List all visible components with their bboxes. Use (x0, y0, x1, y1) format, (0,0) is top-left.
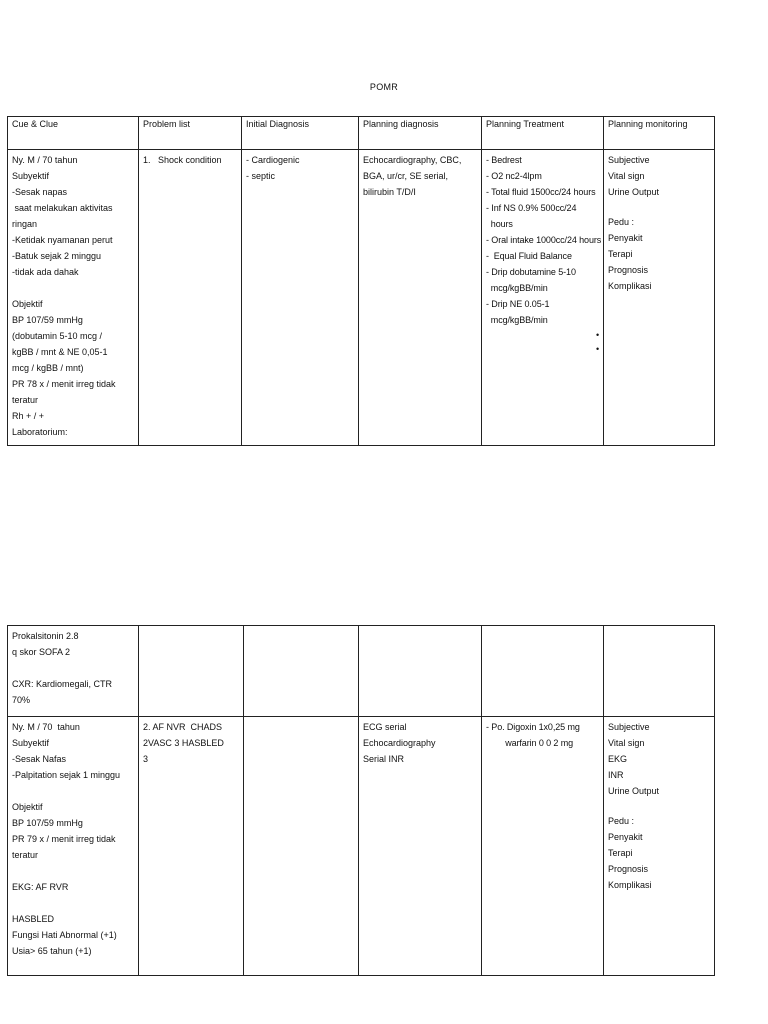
monitoring-line: INR (608, 770, 624, 780)
cue-line: BP 107/59 mmHg (12, 315, 83, 325)
cue-clue-cell (8, 626, 139, 717)
spacer (12, 783, 134, 799)
planning-diagnosis-cell (359, 717, 482, 976)
bullet-dot-icon: • (595, 344, 599, 354)
cue-line: CXR: Kardiomegali, CTR (12, 679, 113, 689)
monitoring-line: Urine Output (608, 786, 660, 796)
spacer (12, 895, 134, 911)
planning-diagnosis-line: ECG serial (363, 722, 407, 732)
monitoring-line: Subjective (608, 155, 650, 165)
header-initial-diagnosis: Initial Diagnosis (242, 117, 359, 150)
bullet-marks (486, 328, 599, 356)
cue-line: -Batuk sejak 2 minggu (12, 251, 102, 261)
monitoring-line: Vital sign (608, 738, 645, 748)
planning-monitoring-cell (604, 626, 715, 717)
planning-diagnosis-line: Serial INR (363, 754, 405, 764)
problem-list-cell (139, 717, 244, 976)
planning-diagnosis-line: bilirubin T/D/I (363, 187, 416, 197)
cue-line: PR 78 x / menit irreg tidak (12, 379, 116, 389)
header-problem-list: Problem list (139, 117, 242, 150)
cue-line: Ny. M / 70 tahun (12, 155, 78, 165)
monitoring-line: Urine Output (608, 187, 660, 197)
cue-line: PR 79 x / menit irreg tidak (12, 834, 116, 844)
cue-line: teratur (12, 850, 39, 860)
treatment-line: - Drip NE 0.05-1 (486, 299, 550, 309)
problem-line: 3 (143, 754, 149, 764)
cue-line: ringan (12, 219, 38, 229)
header-planning-diagnosis: Planning diagnosis (359, 117, 482, 150)
cue-line: Prokalsitonin 2.8 (12, 631, 79, 641)
monitoring-line: Komplikasi (608, 281, 652, 291)
initial-diagnosis-cell (242, 150, 359, 446)
monitoring-line: Pedu : (608, 217, 635, 227)
pomr-table-2 (7, 625, 715, 976)
monitoring-line: Vital sign (608, 171, 645, 181)
spacer (12, 280, 134, 296)
document-title: POMR (369, 82, 399, 92)
monitoring-line: Komplikasi (608, 880, 652, 890)
planning-diagnosis-line: Echocardiography (363, 738, 436, 748)
cue-line: q skor SOFA 2 (12, 647, 71, 657)
table-row (8, 717, 715, 976)
cue-line: Fungsi Hati Abnormal (+1) (12, 930, 117, 940)
cue-line: Rh + / + (12, 411, 45, 421)
monitoring-line: Prognosis (608, 265, 649, 275)
cue-clue-cell (8, 150, 139, 446)
treatment-line: warfarin 0 0 2 mg (486, 738, 574, 748)
treatment-line: - O2 nc2-4lpm (486, 171, 542, 181)
cue-line: -Sesak Nafas (12, 754, 67, 764)
header-cue-clue: Cue & Clue (8, 117, 139, 150)
header-planning-treatment: Planning Treatment (482, 117, 604, 150)
diagnosis-line: - septic (246, 171, 276, 181)
header-row (8, 117, 715, 150)
treatment-line: - Inf NS 0.9% 500cc/24 (486, 203, 577, 213)
planning-monitoring-cell (604, 717, 715, 976)
cue-line: BP 107/59 mmHg (12, 818, 83, 828)
treatment-line: - Po. Digoxin 1x0,25 mg (486, 722, 580, 732)
problem-list-cell (139, 626, 244, 717)
cue-line: -tidak ada dahak (12, 267, 79, 277)
treatment-line: - Bedrest (486, 155, 522, 165)
cue-line: Subyektif (12, 738, 50, 748)
spacer (12, 660, 134, 676)
table-row (8, 150, 715, 446)
planning-diagnosis-cell (359, 150, 482, 446)
initial-diagnosis-cell (244, 626, 359, 717)
problem-line: 2. AF NVR CHADS (143, 722, 223, 732)
treatment-line: - Oral intake 1000cc/24 hours (486, 235, 602, 245)
monitoring-line: Penyakit (608, 832, 643, 842)
cue-line: saat melakukan aktivitas (12, 203, 113, 213)
initial-diagnosis-cell (244, 717, 359, 976)
cue-line: -Palpitation sejak 1 minggu (12, 770, 121, 780)
planning-treatment-cell (482, 626, 604, 717)
monitoring-line: Terapi (608, 249, 633, 259)
treatment-line: hours (486, 219, 513, 229)
spacer (608, 799, 710, 813)
monitoring-line: Penyakit (608, 233, 643, 243)
spacer (608, 200, 710, 214)
cue-line: teratur (12, 395, 39, 405)
diagnosis-line: - Cardiogenic (246, 155, 300, 165)
treatment-line: - Equal Fluid Balance (486, 251, 572, 261)
planning-monitoring-cell (604, 150, 715, 446)
planning-diagnosis-line: Echocardiography, CBC, (363, 155, 462, 165)
cue-clue-cell (8, 717, 139, 976)
planning-treatment-cell (482, 150, 604, 446)
cue-line: -Ketidak nyamanan perut (12, 235, 113, 245)
cue-line: EKG: AF RVR (12, 882, 69, 892)
monitoring-line: EKG (608, 754, 628, 764)
treatment-line: mcg/kgBB/min (486, 283, 548, 293)
table-row (8, 626, 715, 717)
cue-line: HASBLED (12, 914, 55, 924)
bullet-dot-icon: • (595, 330, 599, 340)
treatment-line: - Drip dobutamine 5-10 (486, 267, 576, 277)
problem-line: 1. Shock condition (143, 155, 222, 165)
problem-line: 2VASC 3 HASBLED (143, 738, 224, 748)
monitoring-line: Terapi (608, 848, 633, 858)
header-planning-monitoring: Planning monitoring (604, 117, 715, 150)
cue-line: mcg / kgBB / mnt) (12, 363, 84, 373)
cue-line: Ny. M / 70 tahun (12, 722, 80, 732)
cue-line: -Sesak napas (12, 187, 68, 197)
monitoring-line: Subjective (608, 722, 650, 732)
cue-line: kgBB / mnt & NE 0,05-1 (12, 347, 108, 357)
monitoring-line: Prognosis (608, 864, 649, 874)
monitoring-line: Pedu : (608, 816, 635, 826)
problem-list-cell (139, 150, 242, 446)
cue-line: (dobutamin 5-10 mcg / (12, 331, 103, 341)
cue-line: Objektif (12, 802, 43, 812)
cue-line: Subyektif (12, 171, 50, 181)
planning-treatment-cell (482, 717, 604, 976)
cue-line: Objektif (12, 299, 43, 309)
cue-line: 70% (12, 695, 31, 705)
spacer (12, 863, 134, 879)
planning-diagnosis-line: BGA, ur/cr, SE serial, (363, 171, 449, 181)
planning-diagnosis-cell (359, 626, 482, 717)
cue-line: Laboratorium: (12, 427, 68, 437)
treatment-line: - Total fluid 1500cc/24 hours (486, 187, 596, 197)
cue-line: Usia> 65 tahun (+1) (12, 946, 92, 956)
treatment-line: mcg/kgBB/min (486, 315, 548, 325)
pomr-table-1 (7, 116, 715, 446)
